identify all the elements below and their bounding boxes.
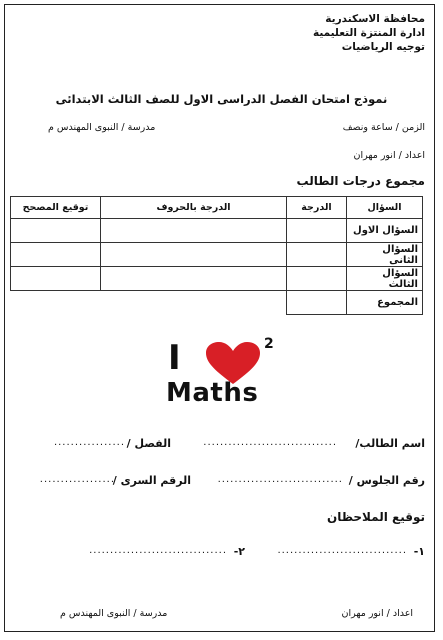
secret-number-field[interactable]: .................. xyxy=(39,474,115,485)
secret-number-label: الرقم السرى / xyxy=(112,474,191,487)
seat-number-field[interactable]: .............................. xyxy=(217,474,343,485)
administration-label: ادارة المنتزة التعليمية xyxy=(312,27,425,39)
table-row xyxy=(11,243,423,267)
corrector-signature-cell[interactable] xyxy=(11,267,101,291)
prepared-by: اعداد / انور مهران xyxy=(353,150,425,161)
class-field[interactable]: ................. xyxy=(53,437,125,448)
footer-prepared-by: اعداد / انور مهران xyxy=(341,608,413,619)
row-label: السؤال الثانى xyxy=(347,243,423,267)
i-love-maths-logo xyxy=(160,338,292,414)
column-header: توقيع المصحح xyxy=(11,197,101,219)
grades-header-row xyxy=(11,197,423,219)
grade-words-cell[interactable] xyxy=(101,267,287,291)
row-label: السؤال الثالث xyxy=(347,267,423,291)
grade-cell[interactable] xyxy=(287,267,347,291)
exam-title: نموذج امتحان الفصل الدراسى الاول للصف الثالث الابتدائى xyxy=(55,92,388,106)
grade-cell[interactable] xyxy=(287,219,347,243)
column-header: السؤال xyxy=(347,197,423,219)
student-name-field[interactable]: ................................ xyxy=(203,437,337,448)
logo-letter: I xyxy=(168,338,181,378)
grade-cell[interactable] xyxy=(287,291,347,315)
column-header: الدرجة بالحروف xyxy=(101,197,287,219)
row-label: السؤال الاول xyxy=(347,219,423,243)
grades-table xyxy=(10,196,423,315)
exam-time: الزمن / ساعة ونصف xyxy=(342,122,425,133)
department-label: توجيه الرياضيات xyxy=(341,41,425,53)
corrector-signature-cell[interactable] xyxy=(11,219,101,243)
observers-title: توقيع الملاحظان xyxy=(326,510,425,524)
student-name-label: اسم الطالب/ xyxy=(355,437,425,450)
table-row xyxy=(11,291,423,315)
observer-1-label: ١- xyxy=(413,545,425,558)
logo-superscript: 2 xyxy=(264,336,274,352)
observer-2-field[interactable]: ................................. xyxy=(89,545,227,556)
footer-school: مدرسة / النبوى المهندس م xyxy=(60,608,168,619)
grades-section-title: مجموع درجات الطالب xyxy=(296,174,425,188)
school-name: مدرسة / النبوى المهندس م xyxy=(48,122,156,133)
observer-1-field[interactable]: ............................... xyxy=(277,545,407,556)
row-label: المجموع xyxy=(347,291,423,315)
column-header: الدرجة xyxy=(287,197,347,219)
seat-number-label: رقم الجلوس / xyxy=(348,474,425,487)
corrector-signature-cell[interactable] xyxy=(11,243,101,267)
table-row xyxy=(11,267,423,291)
grade-words-cell[interactable] xyxy=(101,243,287,267)
logo-word: Maths xyxy=(166,378,259,408)
grade-cell[interactable] xyxy=(287,243,347,267)
class-label: الفصل / xyxy=(126,437,171,450)
grade-words-cell[interactable] xyxy=(101,219,287,243)
governorate-label: محافظة الاسكندرية xyxy=(325,13,425,25)
table-row xyxy=(11,219,423,243)
observer-2-label: ٢- xyxy=(233,545,245,558)
